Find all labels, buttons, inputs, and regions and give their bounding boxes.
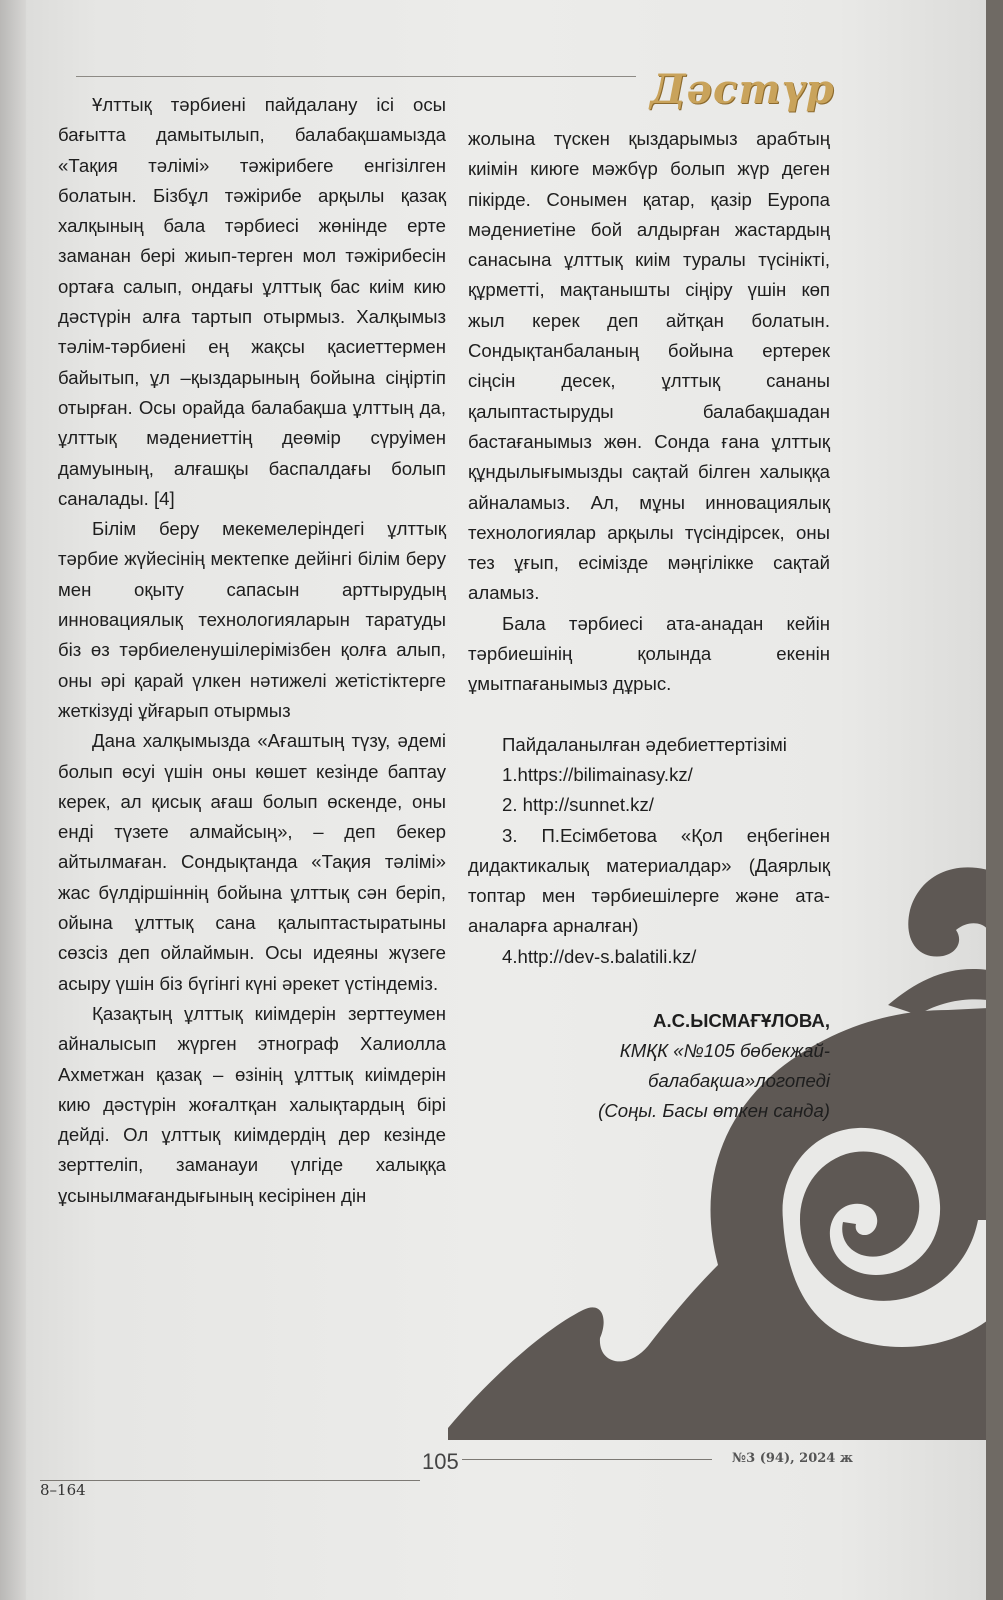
body-paragraph: Бала тәрбиесі ата-анадан кейін тәрбиешінің қолында екенін ұмытпағанымыз дұрыс. [468, 612, 830, 695]
ornament-right-band [888, 969, 986, 1015]
print-mark: 8–164 [40, 1481, 86, 1499]
references-list-tail [468, 942, 830, 972]
book-edge [0, 0, 26, 1600]
author-name: А.С.ЫСМАҒҰЛОВА, [653, 1010, 830, 1032]
footer-rule [462, 1459, 712, 1460]
right-column [468, 124, 830, 1126]
footer-rule [40, 1480, 420, 1481]
author-organization: КМҚК «№105 бөбекжай- [619, 1040, 830, 1062]
references-title: Пайдаланылған әдебиеттертізімі [502, 733, 787, 755]
continuation-note: (Соңы. Басы өткен санда) [598, 1100, 830, 1122]
references-list [468, 730, 830, 821]
body-paragraph-continued: жолына түскен қыздарымыз арабтың киімін киюге мәжбүр болып жүр деген пікірде. Сонымен қатар, қазір Еуропа мәдениетіне бой алдырған жастардың санасына ұлттық киім туралы түсінікті, құрметті, мақтанышты сіңіру үшін көп жыл керек деп айтқан болатын. Сондықтанбаланың бойына ертерек сіңсін десек, ұлттық сананы қалыптастыруды балабақшадан бастағанымыз жөн. Сонда ғана ұлттық құндылығымызды сақтай білген халыққа айналамыз. Ал, мұны инновациялық технологиялар арқылы түсіндірсек, оны тез ұғып, есімізде мәңгілікке сақтай аламыз. [468, 128, 830, 604]
header-rule [76, 76, 636, 77]
body-paragraph: Қазақтың ұлттық киімдерін зерттеумен айналысып жүрген этнограф Халиолла Ахметжан қазақ – өзінің ұлттық киімдерін кию дәстүрін жоғалтқан халықтардың бірі дейді. Ол ұлттық киімдердің дер кезінде зерттеліп, заманауи үлгіде халыққа ұсынылмағандығының кесірінен дін [58, 1002, 446, 1206]
author-position: балабақша»логопеді [647, 1070, 830, 1092]
author-block [468, 1006, 830, 1126]
reference-item: 2. http://sunnet.kz/ [502, 794, 654, 816]
ornament-top-curl [908, 867, 986, 956]
left-column [58, 90, 446, 1211]
reference-item: 4.http://dev-s.balatili.kz/ [502, 945, 697, 967]
reference-item: 3. П.Есімбетова «Қол еңбегінен дидактикалық материалдар» (Даярлық топтар мен тәрбиешілерге және ата-аналарға арналған) [468, 824, 830, 937]
section-title: Дәстүр [650, 66, 835, 113]
reference-item: 1.https://bilimainasy.kz/ [502, 763, 693, 785]
issue-label: №3 (94), 2024 ж [732, 1451, 853, 1466]
spacer [468, 700, 830, 730]
body-paragraph: Білім беру мекемелеріндегі ұлттық тәрбие жүйесінің мектепке дейінгі білім беру мен оқыту сапасын арттырудың инновациялық технологияларын таратуды біз өз тәрбиеленушілерімізбен қолға алып, оны әрі қарай үлкен нәтижелі жетістіктерге жеткізуді ұйғарып отырмыз [58, 518, 446, 721]
body-paragraph: Дана халқымызда «Ағаштың түзу, әдемі болып өсуі үшін оны көшет кезінде баптау керек, ал қисық ағаш болып өскенде, оны енді түзете алмайсың», – деп бекер айтылмаған. Сондықтанда «Тақия тәлімі» жас бүлдіршіннің бойына ұлттық сән беріп, ойына ұлттық сана қалыптастыратыны сөзсіз деп ойлаймын. Осы идеяны жүзеге асыру үшін біз бүгінгі күні әрекет үстіндеміз. [58, 730, 446, 994]
body-paragraph: Ұлттық тәрбиені пайдалану ісі осы бағытта дамытылып, балабақшамызда «Тақия тәлімі» тәжірибеге енгізілген болатын. Бізбұл тәжірибе арқылы қазақ халқының бала тәрбиесі жөнінде ерте заманан бері жиып-терген мол тәжірибесін ортаға салып, ондағы ұлттық бас киім кию дәстүрін алға тартып отырмыз. Халқымыз тәлім-тәрбиені ең жақсы қасиеттермен байытып, ұл –қыздарының бойына сіңіртіп отырған. Осы орайда балабақша ұлттың да, ұлттық мәдениеттің деөмір сүруімен дамуының, алғашқы баспалдағы болып саналады. [4] [58, 94, 446, 509]
page-number: 105 [422, 1449, 459, 1474]
